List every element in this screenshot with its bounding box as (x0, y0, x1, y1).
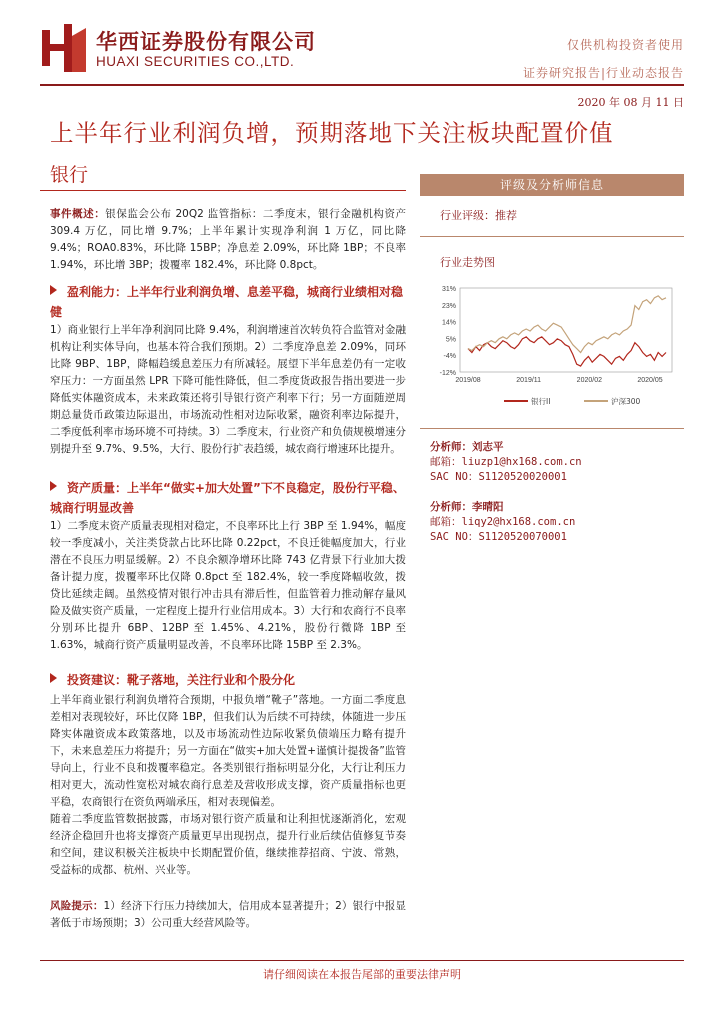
y-tick-label: -4% (443, 353, 456, 361)
legend-label: 沪深300 (611, 397, 641, 406)
section-body-investment (50, 692, 406, 879)
x-tick-label: 2020/02 (576, 377, 602, 384)
section-title: 投资建议：靴子落地，关注行业和个股分化 (67, 673, 296, 687)
bullet-triangle-icon (50, 481, 57, 491)
report-title: 上半年行业利润负增，预期落地下关注板块配置价值 (50, 119, 614, 147)
rating-value: 推荐 (495, 209, 517, 222)
paragraph: 上半年商业银行利润负增符合预期，中报负增“靴子”落地。一方面二季度息差相对表现较好，环比仅降 1BP，但我们认为后续不可持续，体随进一步压降实体融资成本政策落地，以及市场流动性边际收紧负债端压力略有提升下，未来息差压力将提升；另一方面在“做实+加大处置+谨慎计提拨备”监管导向上，行业不良和拨覆率稳定。各类别银行指标明显分化，大行让利压力相对更大，流动性宽松对城农商行息差及营收形成支撑，资产质量指标也更平稳，农商银行在资负两端承压，相对表现偏差。 (50, 694, 406, 808)
header-divider (40, 84, 684, 86)
analyst-block-1 (430, 440, 582, 485)
analyst-email[interactable]: liuzp1@hx168.com.cn (461, 456, 582, 468)
event-text: 银保监会公布 20Q2 监管指标：二季度末，银行金融机构资产 309.4 万亿，同比增 9.7%；上半年累计实现净利润 1 万亿，同比降 9.4%；ROA0.83%，环比降 15BP；净息差 2.09%，环比降 1BP；不良率 1.94%，环比增 3BP；拨覆率 182.4%，环比降 0.8pct。 (50, 208, 407, 271)
industry-rating (440, 207, 517, 223)
trend-chart-svg (424, 280, 684, 410)
event-overview (50, 206, 406, 274)
report-type: 证券研究报告|行业动态报告 (522, 66, 684, 80)
risk-warning (50, 898, 406, 932)
analyst-role: 分析师： (430, 441, 472, 453)
analyst-email[interactable]: liqy2@hx168.com.cn (461, 516, 576, 528)
email-label: 邮箱： (430, 456, 462, 468)
paragraph: 1）商业银行上半年净利润同比降 9.4%，利润增速首次转负符合监管对金融机构让利实体导向，也基本符合我们预期。2）二季度净息差 2.09%，同环比降 9BP、1BP，降幅趋缓息差压力有所减轻。展望下半年息差仍有一定收窄压力：一方面虽然 LPR 下降可能性降低，但二季度货政报告指出要进一步降低实体融资成本，未来政策还将引导银行资产利率下行；另一方面随逆周期总量货币政策边际退出，市场流动性相对边际收紧，融资利率边际提升，二季度低利率市场环境不可持续。3）二季度末，行业资产和负债规模增速分别提升至 9.7%、9.5%，大行、股份行扩表趋缓，城农商行增速环比提升。 (50, 324, 406, 455)
section-heading-investment (50, 670, 406, 690)
sector-label: 银行 (50, 164, 89, 186)
risk-title: 风险提示： (50, 900, 104, 912)
footer-divider (40, 960, 684, 961)
company-name-en: HUAXI SECURITIES CO.,LTD. (96, 54, 295, 69)
sac-label: SAC NO： (430, 531, 479, 543)
analyst-role: 分析师： (430, 501, 472, 513)
plot-frame (460, 288, 672, 372)
paragraph: 随着二季度监管数据披露，市场对银行资产质量和让利担忧逐渐消化，宏观经济企稳回升也将支撑资产质量更早出现拐点，提升行业后续估值修复节奏和空间，建议积极关注板块中长期配置价值，继续推荐招商、宁波、常熟，受益标的成都、杭州、兴业等。 (50, 813, 406, 876)
sector-divider (40, 190, 406, 191)
email-label: 邮箱： (430, 516, 462, 528)
sidebar-divider (420, 428, 684, 429)
y-tick-label: -12% (439, 370, 456, 377)
analyst-name: 刘志平 (472, 441, 504, 453)
section-heading-asset-quality (50, 478, 406, 518)
legal-notice: 请仔细阅读在本报告尾部的重要法律声明 (263, 968, 461, 981)
sidebar-divider (420, 236, 684, 237)
analyst-block-2 (430, 500, 575, 545)
legend-label: 银行II (531, 397, 551, 406)
sidebar-header: 评级及分析师信息 (420, 174, 684, 196)
risk-text: 1）经济下行压力持续加大，信用成本显著提升；2）银行中报显著低于市场预期；3）公司重大经营风险等。 (50, 900, 406, 929)
section-body-profitability (50, 322, 406, 458)
y-tick-label: 14% (441, 319, 456, 327)
section-title: 资产质量：上半年“做实+加大处置”下不良稳定，股份行平稳、城商行明显改善 (50, 481, 405, 515)
analyst-sac: S1120520070001 (478, 531, 567, 543)
y-tick-label: 31% (441, 286, 456, 293)
audience-notice: 仅供机构投资者使用 (566, 38, 684, 52)
industry-trend-chart (424, 280, 684, 410)
series-line-bank (468, 337, 666, 366)
event-title: 事件概述： (50, 208, 106, 220)
sac-label: SAC NO： (430, 471, 479, 483)
bullet-triangle-icon (50, 673, 57, 683)
report-date: 2020 年 08 月 11 日 (577, 96, 684, 109)
x-tick-label: 2019/11 (516, 377, 542, 384)
analyst-name: 李晴阳 (472, 501, 504, 513)
company-name-cn: 华西证券股份有限公司 (96, 29, 316, 54)
bullet-triangle-icon (50, 285, 57, 295)
trend-chart-label: 行业走势图 (440, 256, 495, 269)
analyst-sac: S1120520020001 (478, 471, 567, 483)
section-title: 盈利能力：上半年行业利润负增、息差平稳，城商行业绩相对稳健 (50, 285, 404, 319)
y-tick-label: 5% (445, 336, 456, 344)
y-tick-label: 23% (441, 302, 456, 310)
rating-label: 行业评级： (440, 209, 495, 222)
x-tick-label: 2020/05 (637, 377, 663, 384)
x-tick-label: 2019/08 (455, 377, 481, 384)
section-heading-profitability (50, 282, 406, 322)
company-logo-icon (42, 24, 86, 72)
section-body-asset-quality (50, 518, 406, 654)
paragraph: 1）二季度末资产质量表现相对稳定，不良率环比上行 3BP 至 1.94%，幅度较一季度减小，关注类贷款占比环比降 0.22pct，不良迁徙幅度加大，行业潜在不良压力明显缓解。2）不良余额净增环比降 743 亿背景下行业加大拨备计提力度，拨覆率环比仅降 0.8pct 至 182.4%，较一季度降幅收敛，拨贷比延续走阔。虽然疫情对银行冲击具有滞后性，但监管着力推动解存量风险及做实资产质量，一定程度上提升行业信用成本。3）大行和农商行不良率分别环比提升 6BP、12BP 至 1.45%、4.21%，股份行微降 1BP 至 1.63%，城商行资产质量明显改善，不良率环比降 15BP 至 2.3%。 (50, 520, 406, 651)
